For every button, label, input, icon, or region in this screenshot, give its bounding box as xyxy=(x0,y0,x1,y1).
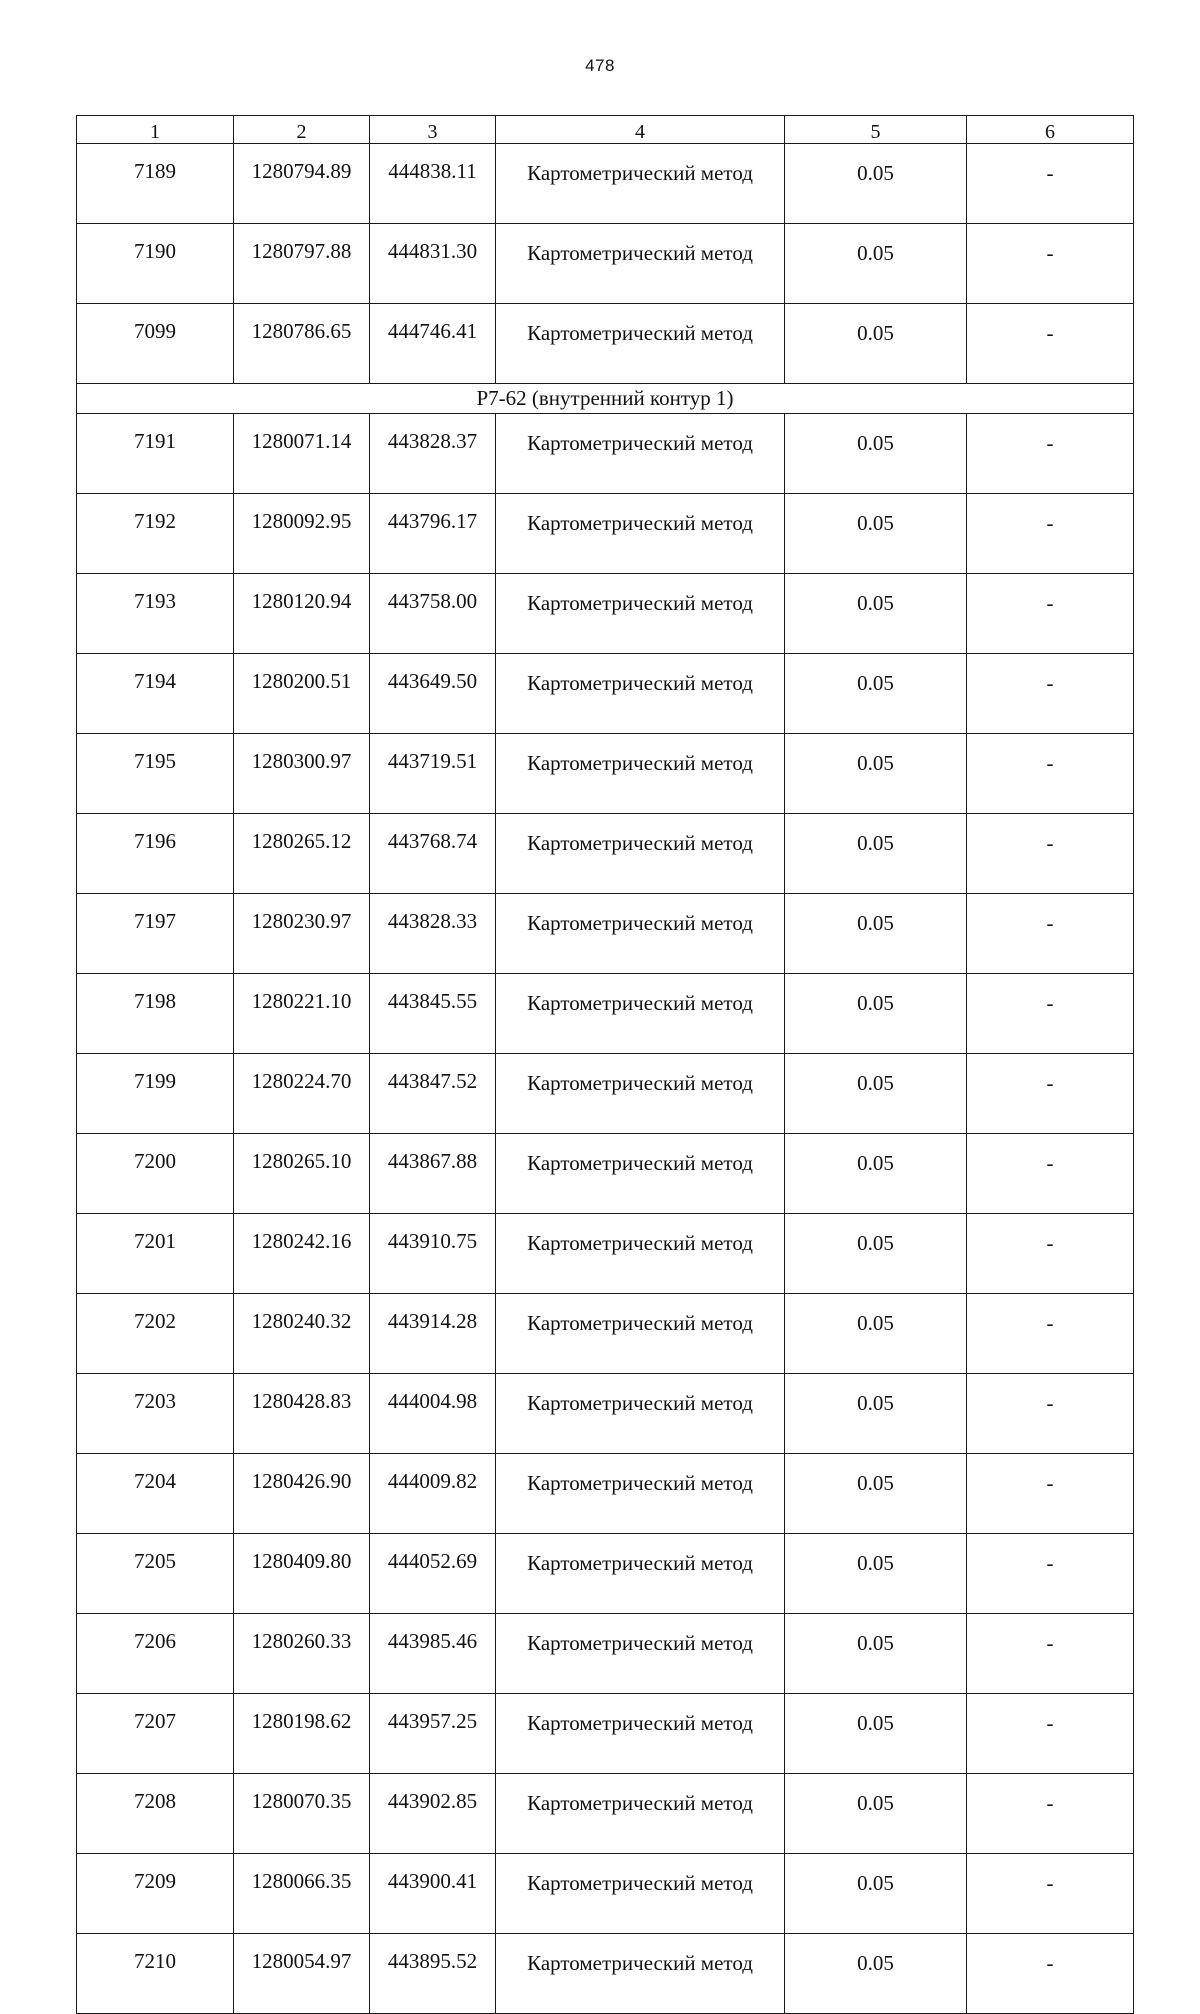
x-coordinate-cell: 1280428.83 xyxy=(234,1374,370,1454)
table-row xyxy=(77,1614,1134,1694)
x-coordinate-cell: 1280409.80 xyxy=(234,1534,370,1614)
point-number-cell: 7196 xyxy=(77,814,234,894)
method-cell: Картометрический метод xyxy=(496,1054,785,1134)
point-number-cell: 7189 xyxy=(77,144,234,224)
note-cell: - xyxy=(967,1694,1134,1774)
table-row xyxy=(77,654,1134,734)
note-cell: - xyxy=(967,1054,1134,1134)
y-coordinate-cell: 443768.74 xyxy=(370,814,496,894)
y-coordinate-cell: 443649.50 xyxy=(370,654,496,734)
y-coordinate-cell: 444052.69 xyxy=(370,1534,496,1614)
accuracy-cell: 0.05 xyxy=(785,1534,967,1614)
note-cell: - xyxy=(967,894,1134,974)
note-cell: - xyxy=(967,1454,1134,1534)
note-cell: - xyxy=(967,1214,1134,1294)
note-cell: - xyxy=(967,1854,1134,1934)
point-number-cell: 7192 xyxy=(77,494,234,574)
column-header: 4 xyxy=(496,116,785,144)
method-cell: Картометрический метод xyxy=(496,1614,785,1694)
y-coordinate-cell: 444838.11 xyxy=(370,144,496,224)
y-coordinate-cell: 443828.33 xyxy=(370,894,496,974)
note-cell: - xyxy=(967,1614,1134,1694)
table-body xyxy=(77,116,1134,2014)
accuracy-cell: 0.05 xyxy=(785,224,967,304)
method-cell: Картометрический метод xyxy=(496,1454,785,1534)
x-coordinate-cell: 1280242.16 xyxy=(234,1214,370,1294)
section-row xyxy=(77,384,1134,414)
x-coordinate-cell: 1280120.94 xyxy=(234,574,370,654)
table-row xyxy=(77,734,1134,814)
x-coordinate-cell: 1280230.97 xyxy=(234,894,370,974)
x-coordinate-cell: 1280092.95 xyxy=(234,494,370,574)
accuracy-cell: 0.05 xyxy=(785,1134,967,1214)
table-row xyxy=(77,1534,1134,1614)
x-coordinate-cell: 1280070.35 xyxy=(234,1774,370,1854)
column-header: 5 xyxy=(785,116,967,144)
x-coordinate-cell: 1280200.51 xyxy=(234,654,370,734)
method-cell: Картометрический метод xyxy=(496,654,785,734)
page-number: 478 xyxy=(585,56,615,75)
y-coordinate-cell: 443845.55 xyxy=(370,974,496,1054)
point-number-cell: 7099 xyxy=(77,304,234,384)
x-coordinate-cell: 1280260.33 xyxy=(234,1614,370,1694)
column-header: 2 xyxy=(234,116,370,144)
note-cell: - xyxy=(967,144,1134,224)
accuracy-cell: 0.05 xyxy=(785,814,967,894)
table-row xyxy=(77,414,1134,494)
y-coordinate-cell: 443758.00 xyxy=(370,574,496,654)
table-row xyxy=(77,814,1134,894)
x-coordinate-cell: 1280797.88 xyxy=(234,224,370,304)
x-coordinate-cell: 1280221.10 xyxy=(234,974,370,1054)
column-number-header-row xyxy=(77,116,1134,144)
y-coordinate-cell: 444009.82 xyxy=(370,1454,496,1534)
point-number-cell: 7197 xyxy=(77,894,234,974)
method-cell: Картометрический метод xyxy=(496,1534,785,1614)
note-cell: - xyxy=(967,734,1134,814)
accuracy-cell: 0.05 xyxy=(785,1374,967,1454)
table-row xyxy=(77,1774,1134,1854)
method-cell: Картометрический метод xyxy=(496,1774,785,1854)
y-coordinate-cell: 443902.85 xyxy=(370,1774,496,1854)
method-cell: Картометрический метод xyxy=(496,304,785,384)
table-row xyxy=(77,494,1134,574)
note-cell: - xyxy=(967,1374,1134,1454)
table-row xyxy=(77,144,1134,224)
accuracy-cell: 0.05 xyxy=(785,894,967,974)
accuracy-cell: 0.05 xyxy=(785,1294,967,1374)
y-coordinate-cell: 443957.25 xyxy=(370,1694,496,1774)
table-row xyxy=(77,1294,1134,1374)
method-cell: Картометрический метод xyxy=(496,1294,785,1374)
accuracy-cell: 0.05 xyxy=(785,1214,967,1294)
method-cell: Картометрический метод xyxy=(496,224,785,304)
table-row xyxy=(77,1054,1134,1134)
note-cell: - xyxy=(967,304,1134,384)
accuracy-cell: 0.05 xyxy=(785,1454,967,1534)
x-coordinate-cell: 1280224.70 xyxy=(234,1054,370,1134)
method-cell: Картометрический метод xyxy=(496,974,785,1054)
x-coordinate-cell: 1280300.97 xyxy=(234,734,370,814)
table-row xyxy=(77,974,1134,1054)
y-coordinate-cell: 443900.41 xyxy=(370,1854,496,1934)
table-row xyxy=(77,1214,1134,1294)
note-cell: - xyxy=(967,574,1134,654)
y-coordinate-cell: 444004.98 xyxy=(370,1374,496,1454)
point-number-cell: 7210 xyxy=(77,1934,234,2014)
note-cell: - xyxy=(967,1774,1134,1854)
point-number-cell: 7193 xyxy=(77,574,234,654)
x-coordinate-cell: 1280265.10 xyxy=(234,1134,370,1214)
table-row xyxy=(77,1934,1134,2014)
method-cell: Картометрический метод xyxy=(496,814,785,894)
y-coordinate-cell: 443867.88 xyxy=(370,1134,496,1214)
method-cell: Картометрический метод xyxy=(496,414,785,494)
table-row xyxy=(77,1374,1134,1454)
method-cell: Картометрический метод xyxy=(496,1934,785,2014)
point-number-cell: 7208 xyxy=(77,1774,234,1854)
point-number-cell: 7199 xyxy=(77,1054,234,1134)
accuracy-cell: 0.05 xyxy=(785,1694,967,1774)
point-number-cell: 7207 xyxy=(77,1694,234,1774)
accuracy-cell: 0.05 xyxy=(785,494,967,574)
note-cell: - xyxy=(967,654,1134,734)
point-number-cell: 7195 xyxy=(77,734,234,814)
note-cell: - xyxy=(967,494,1134,574)
method-cell: Картометрический метод xyxy=(496,144,785,224)
table-row xyxy=(77,304,1134,384)
y-coordinate-cell: 443796.17 xyxy=(370,494,496,574)
table-row xyxy=(77,1454,1134,1534)
accuracy-cell: 0.05 xyxy=(785,1054,967,1134)
point-number-cell: 7202 xyxy=(77,1294,234,1374)
point-number-cell: 7201 xyxy=(77,1214,234,1294)
table-row xyxy=(77,224,1134,304)
accuracy-cell: 0.05 xyxy=(785,144,967,224)
point-number-cell: 7191 xyxy=(77,414,234,494)
accuracy-cell: 0.05 xyxy=(785,304,967,384)
column-header: 1 xyxy=(77,116,234,144)
note-cell: - xyxy=(967,1534,1134,1614)
method-cell: Картометрический метод xyxy=(496,1374,785,1454)
accuracy-cell: 0.05 xyxy=(785,574,967,654)
note-cell: - xyxy=(967,974,1134,1054)
y-coordinate-cell: 444746.41 xyxy=(370,304,496,384)
point-number-cell: 7194 xyxy=(77,654,234,734)
x-coordinate-cell: 1280198.62 xyxy=(234,1694,370,1774)
point-number-cell: 7209 xyxy=(77,1854,234,1934)
y-coordinate-cell: 443895.52 xyxy=(370,1934,496,2014)
note-cell: - xyxy=(967,224,1134,304)
column-header: 3 xyxy=(370,116,496,144)
x-coordinate-cell: 1280240.32 xyxy=(234,1294,370,1374)
y-coordinate-cell: 444831.30 xyxy=(370,224,496,304)
table-row xyxy=(77,1134,1134,1214)
accuracy-cell: 0.05 xyxy=(785,1854,967,1934)
y-coordinate-cell: 443914.28 xyxy=(370,1294,496,1374)
method-cell: Картометрический метод xyxy=(496,1134,785,1214)
table-row xyxy=(77,1694,1134,1774)
point-number-cell: 7200 xyxy=(77,1134,234,1214)
y-coordinate-cell: 443828.37 xyxy=(370,414,496,494)
point-number-cell: 7203 xyxy=(77,1374,234,1454)
y-coordinate-cell: 443719.51 xyxy=(370,734,496,814)
coordinates-table xyxy=(76,115,1134,2014)
note-cell: - xyxy=(967,814,1134,894)
method-cell: Картометрический метод xyxy=(496,1854,785,1934)
point-number-cell: 7204 xyxy=(77,1454,234,1534)
note-cell: - xyxy=(967,1294,1134,1374)
table-row xyxy=(77,1854,1134,1934)
method-cell: Картометрический метод xyxy=(496,894,785,974)
x-coordinate-cell: 1280071.14 xyxy=(234,414,370,494)
accuracy-cell: 0.05 xyxy=(785,734,967,814)
point-number-cell: 7205 xyxy=(77,1534,234,1614)
x-coordinate-cell: 1280786.65 xyxy=(234,304,370,384)
accuracy-cell: 0.05 xyxy=(785,414,967,494)
accuracy-cell: 0.05 xyxy=(785,654,967,734)
column-header: 6 xyxy=(967,116,1134,144)
x-coordinate-cell: 1280794.89 xyxy=(234,144,370,224)
accuracy-cell: 0.05 xyxy=(785,1774,967,1854)
accuracy-cell: 0.05 xyxy=(785,974,967,1054)
x-coordinate-cell: 1280054.97 xyxy=(234,1934,370,2014)
point-number-cell: 7206 xyxy=(77,1614,234,1694)
point-number-cell: 7198 xyxy=(77,974,234,1054)
method-cell: Картометрический метод xyxy=(496,494,785,574)
x-coordinate-cell: 1280066.35 xyxy=(234,1854,370,1934)
point-number-cell: 7190 xyxy=(77,224,234,304)
x-coordinate-cell: 1280265.12 xyxy=(234,814,370,894)
table-row xyxy=(77,574,1134,654)
y-coordinate-cell: 443910.75 xyxy=(370,1214,496,1294)
table-row xyxy=(77,894,1134,974)
method-cell: Картометрический метод xyxy=(496,734,785,814)
method-cell: Картометрический метод xyxy=(496,1214,785,1294)
method-cell: Картометрический метод xyxy=(496,574,785,654)
accuracy-cell: 0.05 xyxy=(785,1614,967,1694)
section-label: Р7-62 (внутренний контур 1) xyxy=(77,384,1134,414)
y-coordinate-cell: 443985.46 xyxy=(370,1614,496,1694)
note-cell: - xyxy=(967,414,1134,494)
accuracy-cell: 0.05 xyxy=(785,1934,967,2014)
note-cell: - xyxy=(967,1134,1134,1214)
x-coordinate-cell: 1280426.90 xyxy=(234,1454,370,1534)
note-cell: - xyxy=(967,1934,1134,2014)
method-cell: Картометрический метод xyxy=(496,1694,785,1774)
y-coordinate-cell: 443847.52 xyxy=(370,1054,496,1134)
